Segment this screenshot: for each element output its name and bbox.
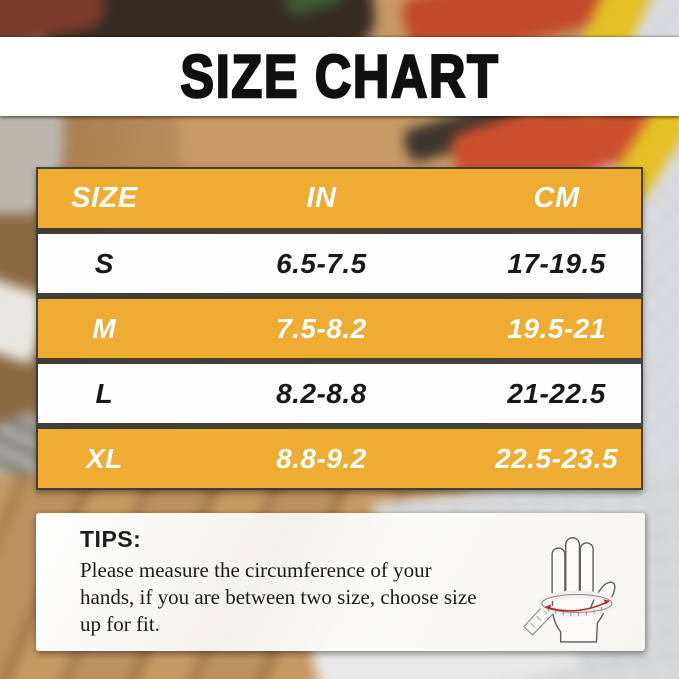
tips-panel [36, 513, 645, 651]
cm-cell: 19.5-21 [507, 312, 606, 344]
inches-cell: 8.8-9.2 [276, 442, 367, 474]
col-header-cm: CM [533, 182, 580, 214]
table-row-s [38, 234, 641, 293]
table-row-l [38, 364, 641, 423]
table-row-m [38, 299, 641, 358]
col-header-inches: IN [306, 182, 337, 214]
cm-cell: 21-22.5 [507, 377, 606, 409]
size-cell: L [95, 377, 114, 409]
size-cell: S [94, 247, 114, 279]
inches-cell: 8.2-8.8 [276, 377, 367, 409]
cm-cell: 22.5-23.5 [495, 442, 618, 474]
hand-measure-icon [519, 519, 633, 647]
size-table [36, 167, 643, 490]
table-header-row [38, 169, 641, 228]
col-header-size: SIZE [71, 182, 138, 214]
tips-heading: TIPS: [80, 526, 142, 552]
cm-cell: 17-19.5 [507, 247, 606, 279]
tips-body: Please measure the circumference of your hands, if you are between two size, choose size up for fit. [80, 558, 477, 636]
table-row-xl [38, 429, 641, 488]
size-cell: M [92, 312, 117, 344]
size-cell: XL [85, 442, 123, 474]
inches-cell: 7.5-8.2 [276, 312, 367, 344]
inches-cell: 6.5-7.5 [276, 247, 367, 279]
page-title: SIZE CHART [179, 42, 500, 110]
title-band [0, 37, 679, 116]
